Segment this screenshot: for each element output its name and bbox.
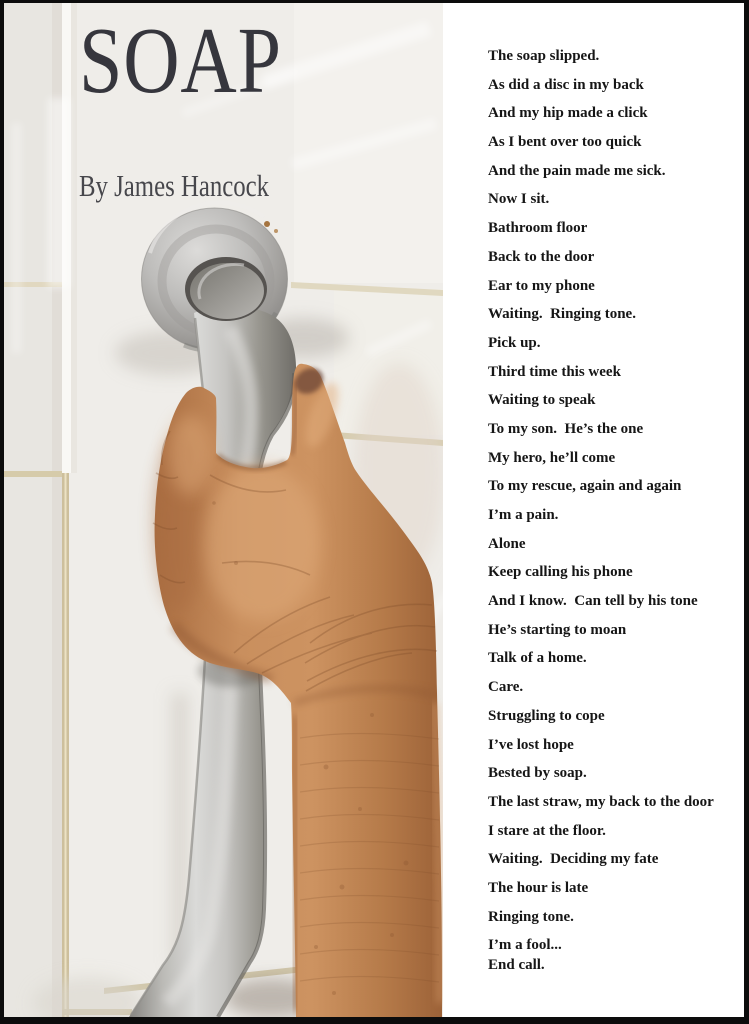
poem-line: The last straw, my back to the door	[488, 793, 714, 810]
poem-line: Alone	[488, 535, 526, 552]
poem-line: And I know. Can tell by his tone	[488, 593, 698, 610]
poem-line: To my rescue, again and again	[488, 478, 682, 495]
poem-line: Pick up.	[488, 334, 541, 351]
poem-line: Bested by soap.	[488, 765, 587, 782]
poem-line: And the pain made me sick.	[488, 162, 666, 179]
poem-line: Keep calling his phone	[488, 564, 633, 581]
poem-line: Bathroom floor	[488, 220, 588, 237]
rust-spot	[264, 221, 270, 227]
poem-line: As did a disc in my back	[488, 76, 644, 93]
poem-line: To my son. He’s the one	[488, 420, 644, 437]
poem-line: Third time this week	[488, 363, 621, 380]
poem-line: Waiting. Deciding my fate	[488, 851, 659, 868]
poem-line: Ear to my phone	[488, 277, 595, 294]
poem-line: Waiting to speak	[488, 392, 596, 409]
poem-line: Now I sit.	[488, 191, 550, 208]
poem-line: Struggling to cope	[488, 707, 605, 724]
poem-line: Ringing tone.	[488, 908, 574, 925]
poem-line: Waiting. Ringing tone.	[488, 306, 636, 323]
poem-line: Back to the door	[488, 248, 595, 265]
poem-line: I stare at the floor.	[488, 822, 606, 839]
poem-line: As I bent over too quick	[488, 134, 642, 151]
grab-rail-collar	[185, 257, 267, 321]
bathroom-photo	[4, 3, 443, 1017]
poem-line: I’m a fool...	[488, 937, 562, 954]
poem-line: End call.	[488, 957, 545, 974]
poem-line: He’s starting to moan	[488, 621, 627, 638]
poem-line: The hour is late	[488, 879, 589, 896]
byline: By James Hancock	[79, 168, 270, 203]
poem-line: Talk of a home.	[488, 650, 587, 667]
poem-line: I’ve lost hope	[488, 736, 574, 753]
bathroom-photo-illustration	[4, 3, 443, 1017]
poem-line: And my hip made a click	[488, 105, 648, 122]
poem-line: The soap slipped.	[488, 48, 600, 64]
page-title: SOAP	[79, 9, 282, 113]
poem-line: Care.	[488, 679, 524, 696]
poem-line: My hero, he’ll come	[488, 449, 616, 466]
poem	[443, 3, 744, 1017]
poem-line: I’m a pain.	[488, 507, 559, 523]
